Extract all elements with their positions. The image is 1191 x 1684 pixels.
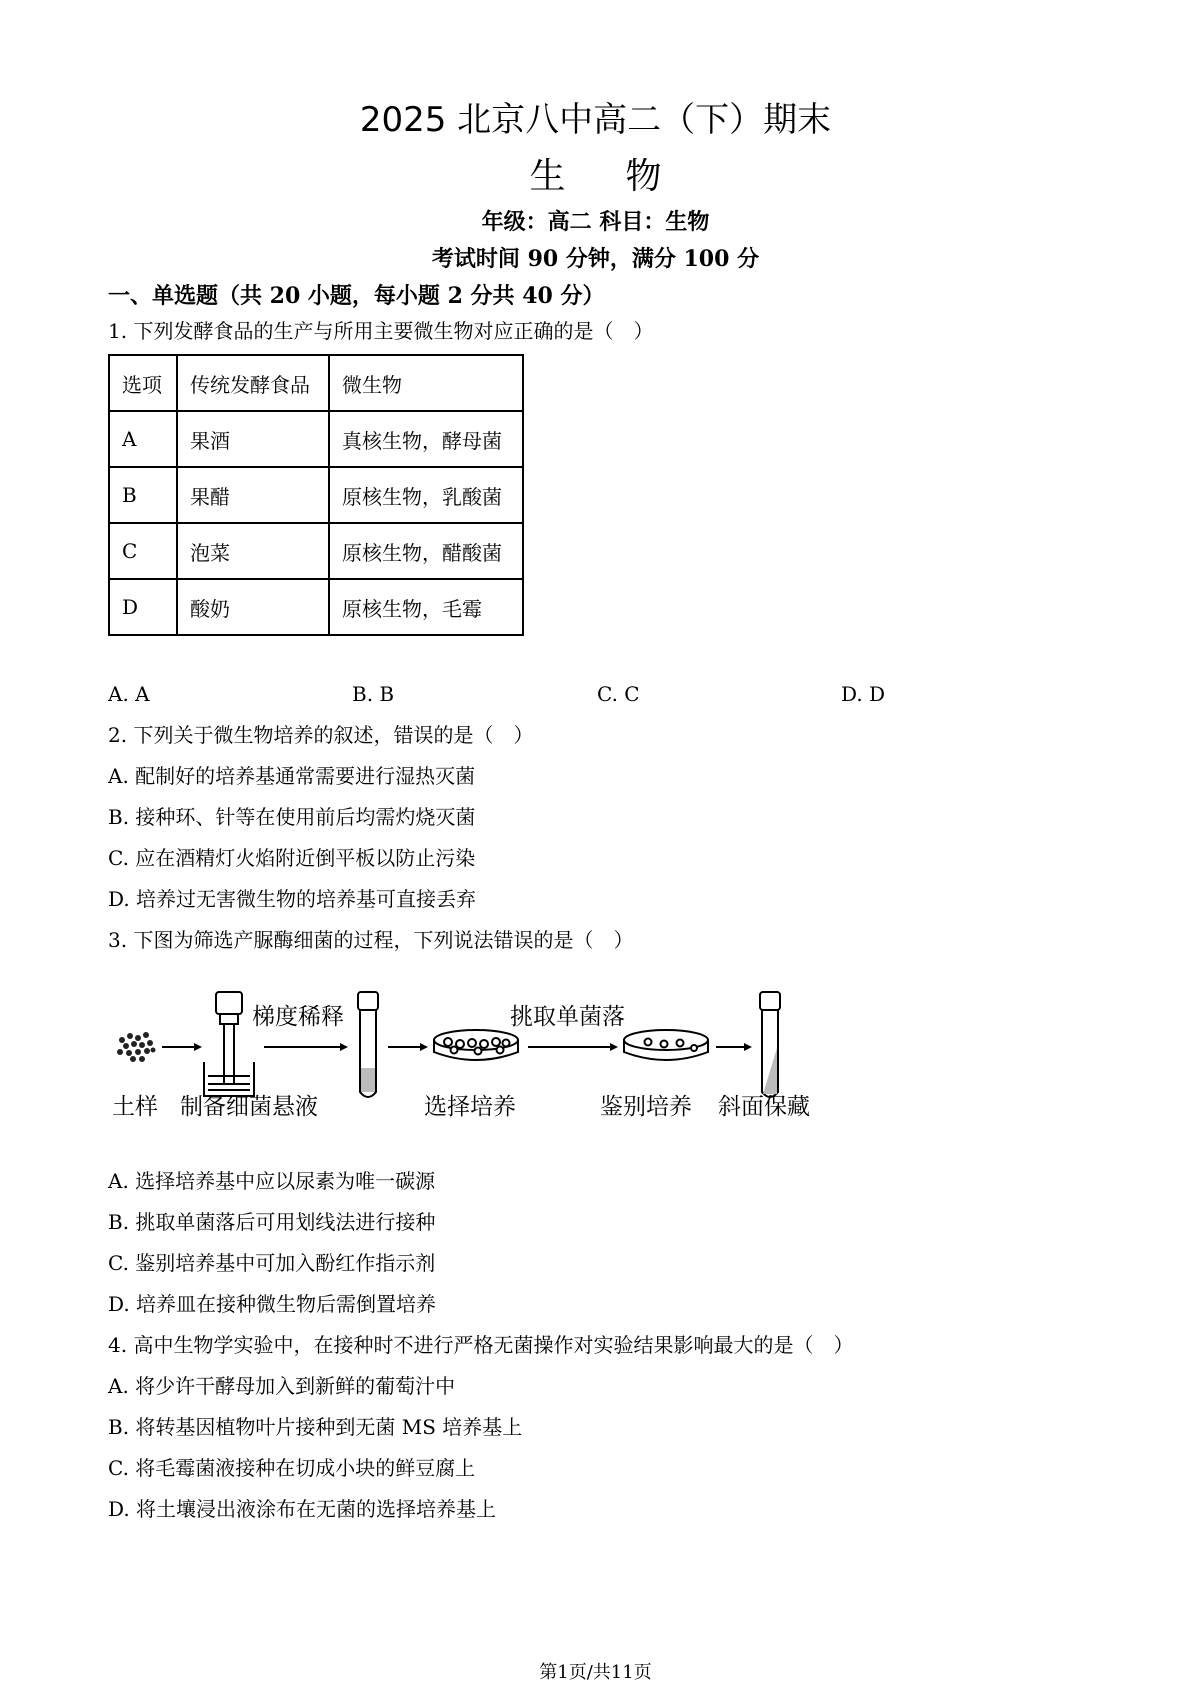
q4-option-c: C. 将毛霉菌液接种在切成小块的鲜豆腐上 [108, 1456, 476, 1480]
table-cell: 真核生物，酵母菌 [329, 411, 523, 467]
q1-option-d: D. D [841, 682, 886, 706]
q4-option-d: D. 将土壤浸出液涂布在无菌的选择培养基上 [108, 1497, 497, 1521]
table-cell: A [109, 411, 177, 467]
table-cell: 原核生物，乳酸菌 [329, 467, 523, 523]
q3-option-b: B. 挑取单菌落后可用划线法进行接种 [108, 1210, 436, 1234]
q4-option-b: B. 将转基因植物叶片接种到无菌 MS 培养基上 [108, 1415, 523, 1439]
label-selective-culture: 选择培养 [424, 1094, 516, 1120]
label-slant-storage: 斜面保藏 [718, 1094, 810, 1120]
q2-stem: 2. 下列关于微生物培养的叙述，错误的是（ ） [108, 723, 534, 747]
q2-option-c: C. 应在酒精灯火焰附近倒平板以防止污染 [108, 846, 476, 870]
q4-stem: 4. 高中生物学实验中，在接种时不进行严格无菌操作对实验结果影响最大的是（ ） [108, 1333, 854, 1357]
q1-option-a: A. A [108, 682, 150, 706]
table-header-cell: 选项 [109, 355, 177, 411]
table-row [109, 579, 523, 635]
arrow-icon [420, 1043, 428, 1051]
q1-table [108, 354, 524, 636]
table-header-cell: 传统发酵食品 [177, 355, 329, 411]
differential-culture-dish-icon [624, 1030, 708, 1060]
table-cell: 酸奶 [177, 579, 329, 635]
subject-title: 生物 [529, 156, 722, 197]
table-cell: B [109, 467, 177, 523]
q2-option-a: A. 配制好的培养基通常需要进行湿热灭菌 [108, 764, 476, 788]
table-cell: 果醋 [177, 467, 329, 523]
q1-option-b: B. B [352, 682, 395, 706]
q4-option-a: A. 将少许干酵母加入到新鲜的葡萄汁中 [108, 1374, 456, 1398]
arrow-icon [744, 1043, 752, 1051]
bacterial-suspension-beaker-icon [204, 992, 254, 1096]
table-cell: D [109, 579, 177, 635]
table-header-row [109, 355, 523, 411]
q3-option-a: A. 选择培养基中应以尿素为唯一碳源 [108, 1169, 436, 1193]
page-number-footer: 第1页/共11页 [539, 1662, 652, 1683]
screening-process-figure [108, 988, 828, 1128]
q1-stem: 1. 下列发酵食品的生产与所用主要微生物对应正确的是（ ） [108, 319, 654, 343]
table-row [109, 467, 523, 523]
table-cell: 原核生物，毛霉 [329, 579, 523, 635]
section-heading: 一、单选题（共 20 小题，每小题 2 分共 40 分） [108, 283, 605, 309]
arrow-icon [610, 1043, 618, 1051]
arrow-icon [194, 1043, 202, 1051]
exam-time-line: 考试时间 90 分钟，满分 100 分 [431, 246, 760, 272]
label-differential-culture: 鉴别培养 [600, 1094, 692, 1120]
label-soil-sample: 土样 [112, 1094, 158, 1120]
table-header-cell: 微生物 [329, 355, 523, 411]
table-cell: 果酒 [177, 411, 329, 467]
q2-option-b: B. 接种环、针等在使用前后均需灼烧灭菌 [108, 805, 476, 829]
step-gradient-dilution-label: 梯度稀释 [252, 1004, 344, 1030]
arrow-icon [340, 1043, 348, 1051]
grade-subject-line: 年级：高二 科目：生物 [481, 209, 710, 235]
q3-option-c: C. 鉴别培养基中可加入酚红作指示剂 [108, 1251, 436, 1275]
table-cell: 泡菜 [177, 523, 329, 579]
slant-tube-icon [760, 992, 780, 1097]
q3-stem: 3. 下图为筛选产脲酶细菌的过程，下列说法错误的是（ ） [108, 928, 634, 952]
step-pick-colony-label: 挑取单菌落 [510, 1004, 625, 1030]
q3-option-d: D. 培养皿在接种微生物后需倒置培养 [108, 1292, 437, 1316]
table-row [109, 411, 523, 467]
exam-title: 2025 北京八中高二（下）期末 [359, 100, 832, 140]
table-cell: 原核生物，醋酸菌 [329, 523, 523, 579]
label-prepare-suspension: 制备细菌悬液 [180, 1094, 318, 1120]
table-row [109, 523, 523, 579]
selective-culture-dish-icon [434, 1030, 518, 1060]
table-cell: C [109, 523, 177, 579]
test-tube-icon [358, 992, 378, 1097]
q1-option-c: C. C [597, 682, 640, 706]
soil-sample-icon [117, 1032, 156, 1062]
q2-option-d: D. 培养过无害微生物的培养基可直接丢弃 [108, 887, 477, 911]
